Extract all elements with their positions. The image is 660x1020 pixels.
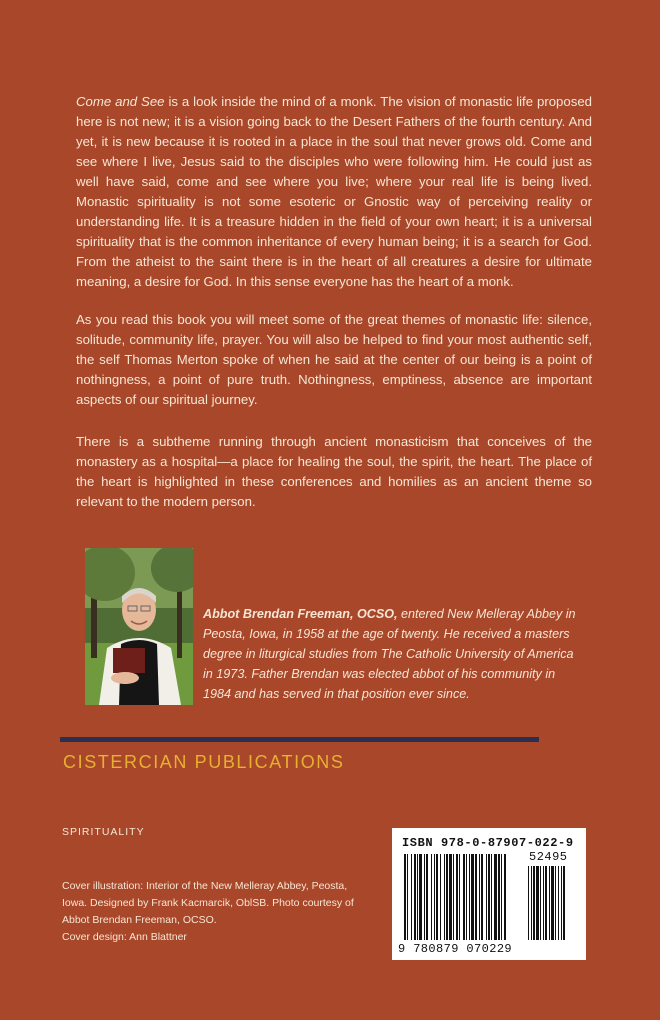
- author-bio: [203, 604, 586, 704]
- barcode: [392, 828, 586, 960]
- divider-rule: [60, 737, 539, 742]
- ean-number: 9 780879 070229: [398, 942, 513, 956]
- description-paragraph-1: [76, 92, 592, 292]
- publisher-name: CISTERCIAN PUBLICATIONS: [63, 752, 345, 772]
- description-paragraph-1-text: is a look inside the mind of a monk. The vision of monastic life proposed here is not new; it is a vision going back to the Desert Fathers of the fourth century. And yet, it is new because it is rooted in a place in the soul that never grows old. Come and see where I live, Jesus said to the disciples who were following him. He could just as well have said, come and see where you live; where your real life is being lived. Monastic spirituality is not some esoteric or Gnostic way of perceiving reality or understanding life. It is a treasure hidden in the field of your own heart; it is a universal spirituality that is the common inheritance of every human being; it is a search for God. From the atheist to the saint there is in the heart of all creatures a desire for ultimate meaning, a desire for God. In this sense everyone has the heart of a monk.: [76, 94, 592, 289]
- description-paragraph-3: There is a subtheme running through ancient monasticism that conceives of the monastery as a hospital—a place for healing the soul, the spirit, the heart. The place of the heart is highlighted in these conferences and homilies as an ancient theme so relevant to the modern person.: [76, 434, 592, 509]
- cover-credits: [62, 878, 362, 946]
- category-label: SPIRITUALITY: [62, 826, 145, 838]
- author-photo: [85, 548, 193, 705]
- isbn-number: ISBN 978-0-87907-022-9: [402, 836, 574, 850]
- author-name: Abbot Brendan Freeman, OCSO,: [203, 607, 398, 621]
- barcode-bars: [392, 828, 586, 960]
- description-paragraph-2: As you read this book you will meet some of the great themes of monastic life: silence, solitude, community life, prayer. You will also be helped to find your most authentic self, the self Thomas Merton spoke of when he said at the center of our being is a point of nothingness, a point of pure truth. Nothingness, emptiness, absence are important aspects of our spiritual journey.: [76, 312, 592, 407]
- book-title-italic: Come and See: [76, 94, 165, 109]
- price-code: 52495: [529, 850, 568, 864]
- cover-credits-design: Cover design: Ann Blattner: [62, 931, 187, 943]
- cover-credits-illustration: Cover illustration: Interior of the New Melleray Abbey, Peosta, Iowa. Designed by Frank Kacmarcik, OblSB. Photo courtesy of Abbot Brendan Freeman, OCSO.: [62, 880, 354, 926]
- author-bio-text: entered New Melleray Abbey in Peosta, Iowa, in 1958 at the age of twenty. He received a masters degree in liturgical studies from The Catholic University of America in 1973. Father Brendan was elected abbot of his community in 1984 and has served in that position ever since.: [203, 607, 576, 701]
